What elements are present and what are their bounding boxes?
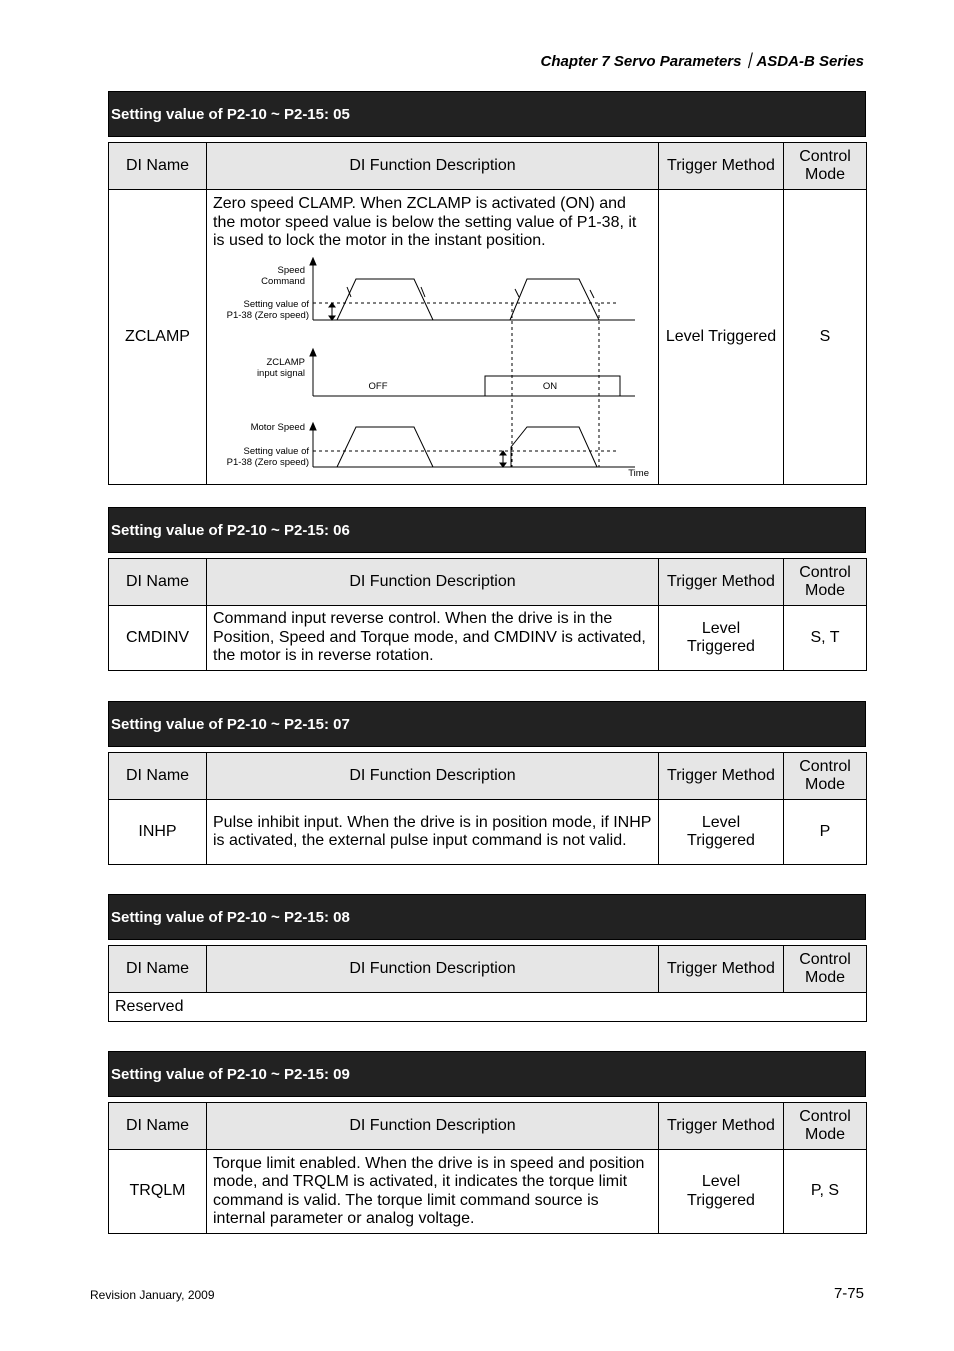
di-name: TRQLM [109,1150,207,1234]
col-control: Control Mode [784,1103,867,1150]
label-zclamp-1: ZCLAMP [266,356,305,368]
col-trigger: Trigger Method [659,946,784,993]
table-row [109,800,867,865]
label-on: ON [542,380,558,392]
table-row [109,1150,867,1234]
col-di-name: DI Name [109,559,207,606]
table-row [109,606,867,671]
section-title: Setting value of P2-10 ~ P2-15: 09 [108,1051,866,1097]
trigger-method: Level Triggered [659,606,784,671]
col-trigger: Trigger Method [659,143,784,190]
di-description: Command input reverse control. When the drive is in the Position, Speed and Torque mode, and CMDINV is activated, the motor is in reverse rotation. [207,606,659,671]
col-trigger: Trigger Method [659,559,784,606]
footer-revision: Revision January, 2009 [90,1288,215,1302]
section-06 [108,507,866,671]
section-title: Setting value of P2-10 ~ P2-15: 07 [108,701,866,747]
di-description-cell [207,190,659,485]
table-header-row [109,1103,867,1150]
table-header-row [109,946,867,993]
label-setting-value-2: P1-38 (Zero speed) [226,309,309,321]
di-name: CMDINV [109,606,207,671]
section-08 [108,894,866,1022]
label-speed-command-2: Command [261,275,305,287]
label-setting-value-4: P1-38 (Zero speed) [226,456,309,468]
label-setting-value-1: Setting value of [243,298,309,310]
di-table [108,558,867,671]
table-row [109,993,867,1022]
di-table [108,752,867,865]
table-header-row [109,753,867,800]
di-description: Pulse inhibit input. When the drive is in position mode, if INHP is activated, the external pulse input command is not valid. [207,800,659,865]
reserved-cell: Reserved [109,993,867,1022]
label-zclamp-2: input signal [256,367,305,379]
section-title: Setting value of P2-10 ~ P2-15: 08 [108,894,866,940]
footer-page-number: 7-75 [833,1285,864,1302]
col-control: Control Mode [784,946,867,993]
section-09 [108,1051,866,1234]
section-title: Setting value of P2-10 ~ P2-15: 05 [108,91,866,137]
col-trigger: Trigger Method [659,753,784,800]
di-description: Zero speed CLAMP. When ZCLAMP is activated (ON) and the motor speed value is below the setting value of P1-38, it is used to lock the motor in the instant position. [213,195,637,249]
col-description: DI Function Description [207,946,659,993]
trigger-method: Level Triggered [659,800,784,865]
col-control: Control Mode [784,753,867,800]
col-di-name: DI Name [109,1103,207,1150]
col-description: DI Function Description [207,753,659,800]
label-off: OFF [368,380,388,392]
col-description: DI Function Description [207,1103,659,1150]
di-table [108,1102,867,1234]
table-header-row [109,559,867,606]
col-trigger: Trigger Method [659,1103,784,1150]
control-mode: S, T [784,606,867,671]
di-name: ZCLAMP [109,190,207,485]
zclamp-timing-diagram [213,257,653,479]
label-motor-speed: Motor Speed [250,421,305,433]
section-07 [108,701,866,865]
label-speed-command-1: Speed [277,264,305,276]
section-05 [108,91,866,485]
trigger-method: Level Triggered [659,1150,784,1234]
control-mode: P, S [784,1150,867,1234]
col-di-name: DI Name [109,753,207,800]
col-control: Control Mode [784,143,867,190]
control-mode: S [784,190,867,485]
col-di-name: DI Name [109,143,207,190]
col-description: DI Function Description [207,559,659,606]
trigger-method: Level Triggered [659,190,784,485]
col-di-name: DI Name [109,946,207,993]
label-time: Time [628,467,649,479]
col-description: DI Function Description [207,143,659,190]
di-description: Torque limit enabled. When the drive is in speed and position mode, and TRQLM is activated, it indicates the torque limit command is valid. The torque limit command source is internal parameter or analog voltage. [207,1150,659,1234]
di-table [108,945,867,1022]
table-row [109,190,867,485]
col-control: Control Mode [784,559,867,606]
di-name: INHP [109,800,207,865]
section-title: Setting value of P2-10 ~ P2-15: 06 [108,507,866,553]
di-table [108,142,867,485]
label-setting-value-3: Setting value of [243,445,309,457]
control-mode: P [784,800,867,865]
table-header-row [109,143,867,190]
page-header: Chapter 7 Servo Parameters｜ASDA-B Series [540,53,864,70]
